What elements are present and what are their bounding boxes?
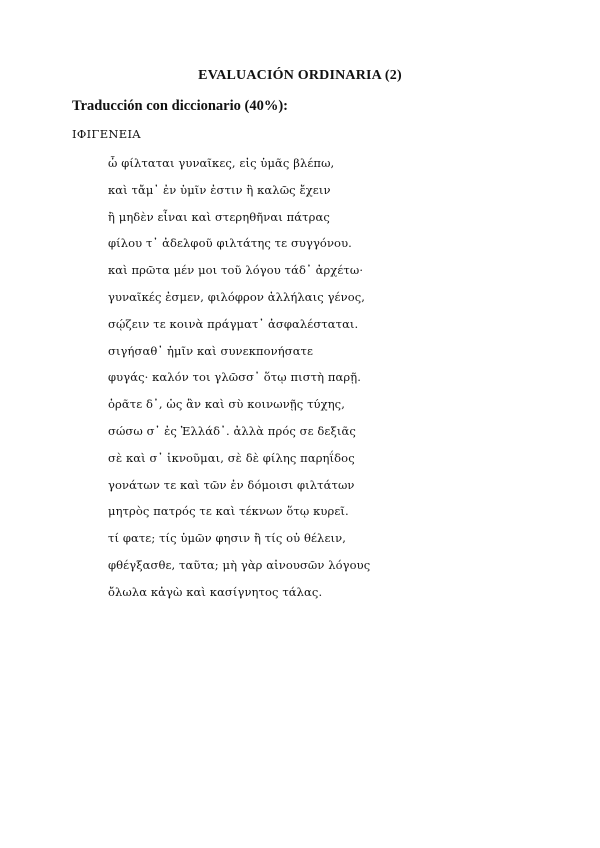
verse-line: σιγήσαθ᾽ ἡμῖν καὶ συνεκπονήσατε <box>108 343 314 358</box>
section-heading: Traducción con diccionario (40%): <box>72 98 289 114</box>
speaker-name: ΙΦΙΓΕΝΕΙΑ <box>72 127 141 141</box>
verse-line: καὶ πρῶτα μέν μοι τοῦ λόγου τάδ᾽ ἀρχέτω· <box>108 263 364 278</box>
document-title: EVALUACIÓN ORDINARIA (2) <box>198 68 402 83</box>
verse-line: σὲ καὶ σ᾽ ἱκνοῦμαι, σὲ δὲ φίλης παρηΐδος <box>108 450 355 465</box>
verse-line: φυγάς· καλόν τοι γλῶσσ᾽ ὅτῳ πιστὴ παρῇ. <box>108 370 362 385</box>
verse-line: ἢ μηδὲν εἶναι καὶ στερηθῆναι πάτρας <box>108 209 330 224</box>
verse-line: ὄλωλα κἀγὼ καὶ κασίγνητος τάλας. <box>108 584 323 599</box>
verse-line: σῴζειν τε κοινὰ πράγματ᾽ ἀσφαλέσταται. <box>108 316 359 331</box>
verse-line: φίλου τ᾽ ἀδελφοῦ φιλτάτης τε συγγόνου. <box>108 236 352 251</box>
verse-line: μητρὸς πατρός τε καὶ τέκνων ὅτῳ κυρεῖ. <box>108 504 349 519</box>
verse-line: γυναῖκές ἐσμεν, φιλόφρον ἀλλήλαις γένος, <box>108 289 366 304</box>
verse-line: ὦ φίλταται γυναῖκες, εἰς ὑμᾶς βλέπω, <box>108 156 335 170</box>
verse-line: φθέγξασθε, ταῦτα; μὴ γὰρ αἰνουσῶν λόγους <box>108 557 371 572</box>
verse-line: τί φατε; τίς ὑμῶν φησιν ἢ τίς οὐ θέλειν, <box>108 531 346 546</box>
verse-line: ὁρᾶτε δ᾽, ὡς ἂν καὶ σὺ κοινωνῇς τύχης, <box>108 397 345 412</box>
verse-line: σώσω σ᾽ ἐς Ἑλλάδ᾽. ἀλλὰ πρός σε δεξιᾶς <box>108 423 356 438</box>
verse-list <box>108 154 370 610</box>
verse-line: καὶ τἄμ᾽ ἐν ὑμῖν ἐστιν ἢ καλῶς ἔχειν <box>108 182 331 197</box>
verse-line: γονάτων τε καὶ τῶν ἐν δόμοισι φιλτάτων <box>108 477 355 492</box>
